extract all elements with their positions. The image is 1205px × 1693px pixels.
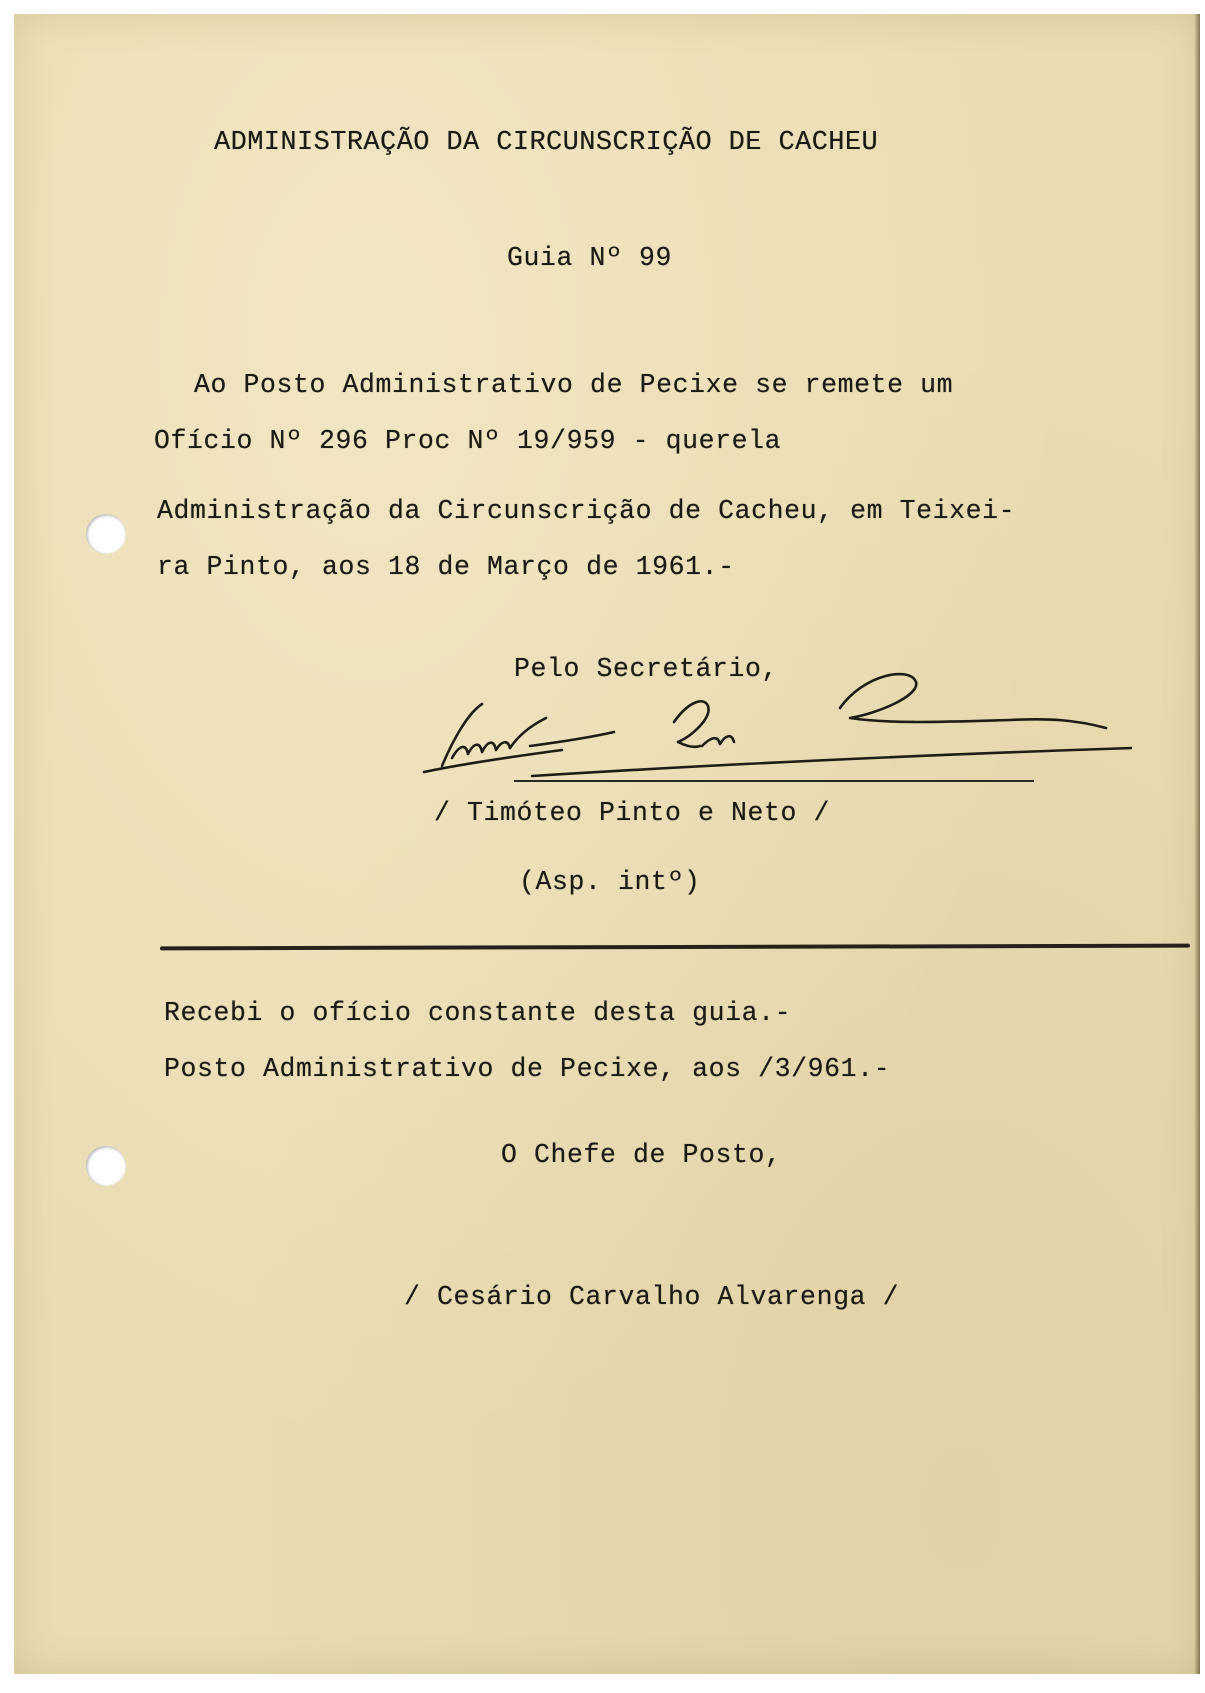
secretary-signature	[412, 654, 1132, 794]
guia-number: Guia Nº 99	[507, 243, 673, 273]
remessa-line-2: Ofício Nº 296 Proc Nº 19/959 - querela	[154, 426, 782, 456]
secretary-name: / Timóteo Pinto e Neto /	[434, 798, 831, 828]
pelo-secretario-label: Pelo Secretário,	[514, 654, 779, 684]
place-date-line-2: ra Pinto, aos 18 de Março de 1961.-	[157, 552, 735, 582]
receipt-line-1: Recebi o ofício constante desta guia.-	[164, 998, 792, 1028]
receipt-line-2: Posto Administrativo de Pecixe, aos /3/961.-	[164, 1054, 891, 1084]
punch-hole-bottom	[86, 1146, 126, 1186]
remessa-line-1: Ao Posto Administrativo de Pecixe se remete um	[194, 370, 954, 400]
signature-line	[514, 780, 1034, 782]
secretary-title: (Asp. intº)	[519, 867, 701, 897]
chefe-de-posto-label: O Chefe de Posto,	[501, 1140, 782, 1170]
section-divider	[160, 944, 1190, 951]
document-page	[14, 14, 1200, 1674]
place-date-line-1: Administração da Circunscrição de Cacheu, em Teixei-	[157, 496, 1016, 526]
page-edge-shadow	[1194, 14, 1200, 1674]
document-heading: ADMINISTRAÇÃO DA CIRCUNSCRIÇÃO DE CACHEU	[214, 128, 879, 158]
chefe-de-posto-name: / Cesário Carvalho Alvarenga /	[404, 1282, 900, 1312]
punch-hole-top	[86, 514, 126, 554]
